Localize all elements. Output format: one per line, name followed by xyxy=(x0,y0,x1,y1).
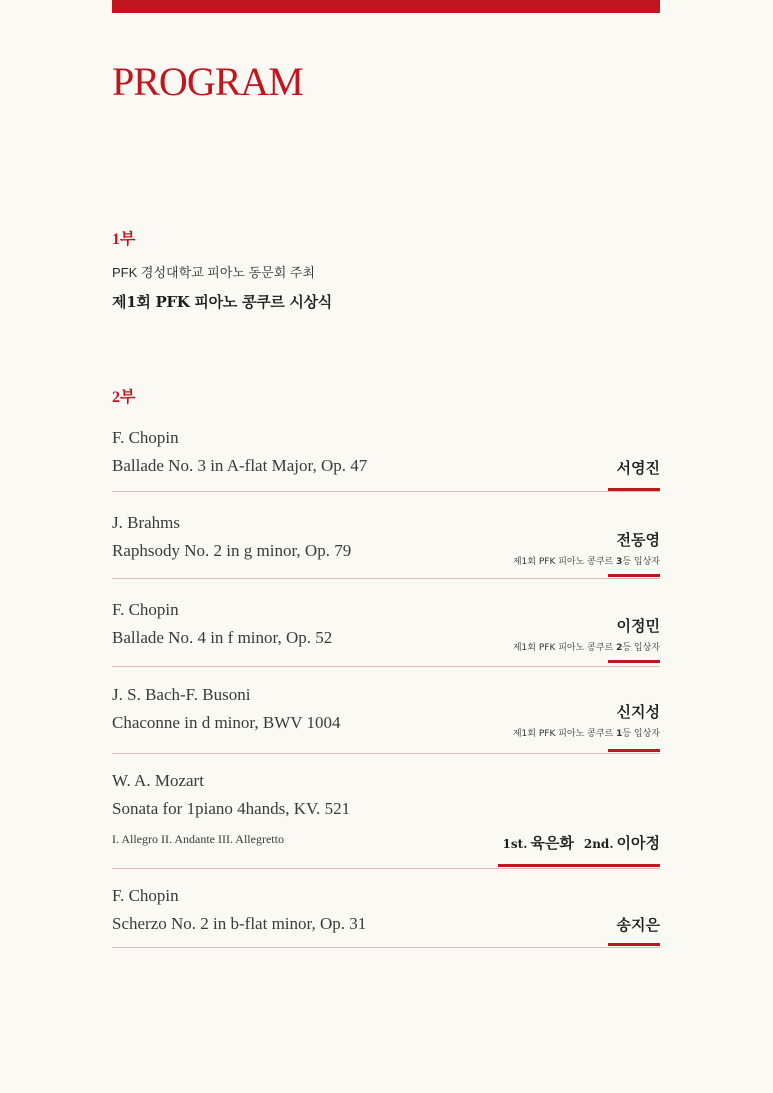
movements: I. Allegro II. Andante III. Allegretto xyxy=(112,832,284,846)
divider xyxy=(112,753,660,754)
part1-event: 제1회 PFK 피아노 콩쿠르 시상식 xyxy=(112,293,332,311)
award-note: 제1회 PFK 피아노 콩쿠르 2등 입상자 xyxy=(512,643,660,653)
piece-title: Scherzo No. 2 in b-flat minor, Op. 31 xyxy=(112,914,367,933)
piece-title: Sonata for 1piano 4hands, KV. 521 xyxy=(112,799,351,818)
first-label: 1st. xyxy=(502,837,528,851)
piece-title: Raphsody No. 2 in g minor, Op. 79 xyxy=(112,541,352,560)
part1-organizer: PFK 경성대학교 피아노 동문회 주최 xyxy=(112,265,315,280)
composer: F. Chopin xyxy=(112,600,179,619)
performer-name: 신지성 xyxy=(616,703,660,721)
piece-title: Chaconne in d minor, BWV 1004 xyxy=(112,713,341,732)
performer-accent xyxy=(608,660,660,663)
performer-accent xyxy=(608,749,660,752)
part1-label: 1부 xyxy=(112,231,136,248)
first-performer: 육은화 xyxy=(530,834,574,852)
composer: W. A. Mozart xyxy=(112,771,204,790)
composer: J. S. Bach-F. Busoni xyxy=(112,685,251,704)
performer-accent xyxy=(608,574,660,577)
performer-name: 이정민 xyxy=(616,617,660,635)
performer-accent xyxy=(498,864,660,867)
divider xyxy=(112,578,660,579)
divider xyxy=(112,947,660,948)
divider xyxy=(112,666,660,667)
piece-title: Ballade No. 4 in f minor, Op. 52 xyxy=(112,628,333,647)
divider xyxy=(112,868,660,869)
composer: F. Chopin xyxy=(112,886,179,905)
performer-name: 송지은 xyxy=(616,916,660,934)
composer: F. Chopin xyxy=(112,428,179,447)
performer-accent xyxy=(608,943,660,946)
part2-label: 2부 xyxy=(112,389,136,406)
top-accent-bar xyxy=(112,0,660,13)
duo-performers xyxy=(503,832,660,853)
composer: J. Brahms xyxy=(112,513,180,532)
performer-name: 서영진 xyxy=(616,459,660,477)
performer-name: 전동영 xyxy=(616,531,660,549)
award-note: 제1회 PFK 피아노 콩쿠르 3등 입상자 xyxy=(512,557,660,567)
second-label: 2nd. xyxy=(583,837,614,851)
page-title: PROGRAM xyxy=(112,59,303,104)
piece-title: Ballade No. 3 in A-flat Major, Op. 47 xyxy=(112,456,368,475)
award-note: 제1회 PFK 피아노 콩쿠르 1등 입상자 xyxy=(512,729,660,739)
divider xyxy=(112,491,660,492)
second-performer: 이아정 xyxy=(616,834,660,852)
